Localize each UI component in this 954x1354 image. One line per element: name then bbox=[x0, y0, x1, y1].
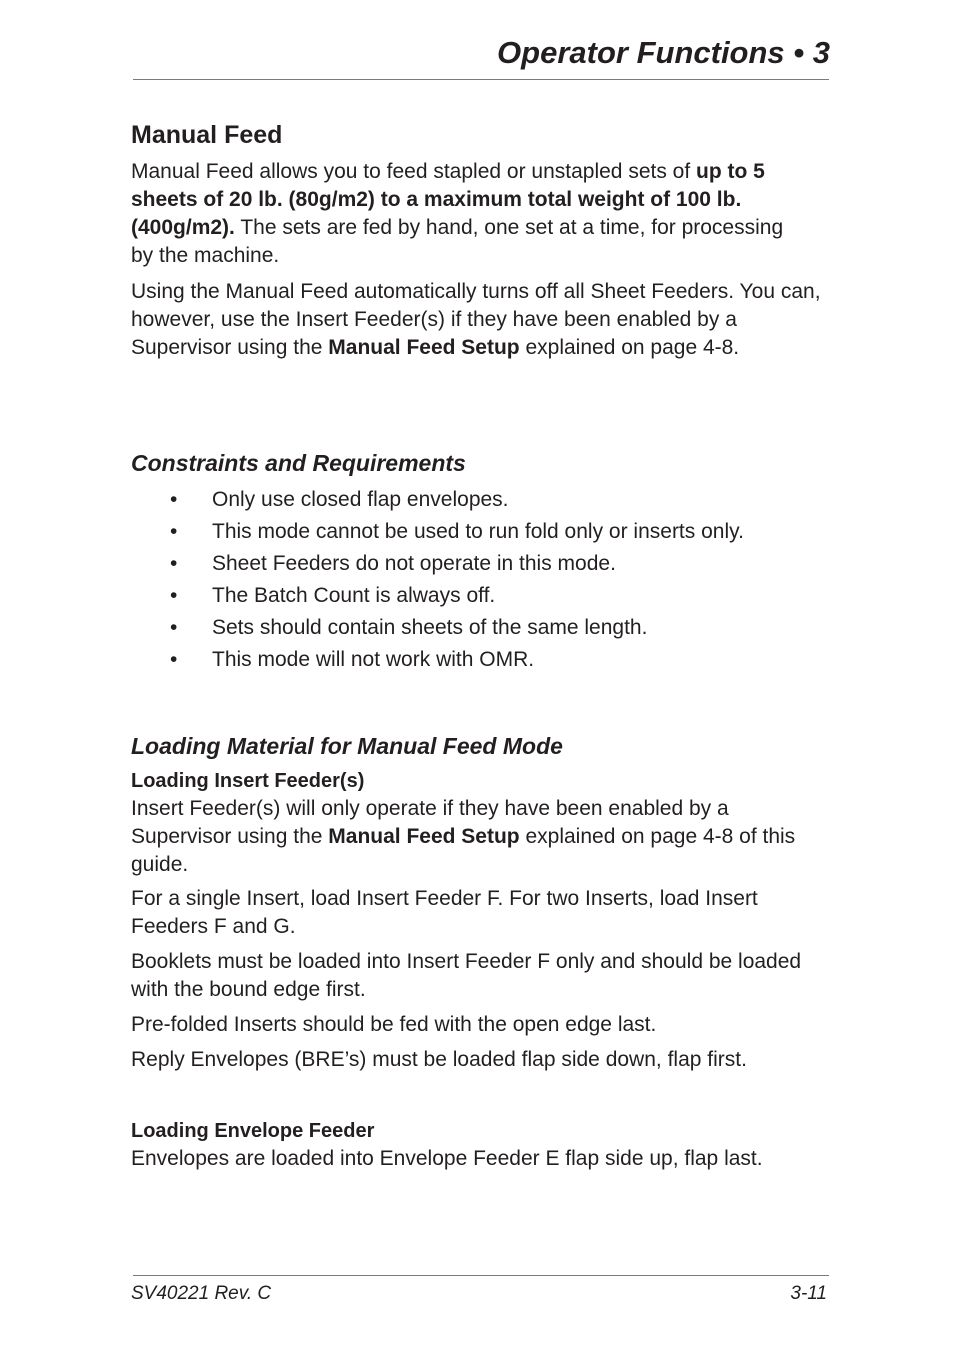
bullet-marker: • bbox=[170, 552, 178, 575]
envelope-feeder-paragraph: Envelopes are loaded into Envelope Feeder E flap side up, flap last. bbox=[131, 1147, 763, 1170]
manual-feed-paragraph-1: Manual Feed allows you to feed stapled or unstapled sets of up to 5 sheets of 20 lb. (80g/m2) to a maximum total weight of 100 lb. (400g/m2). The sets are fed by hand, one set at a time, for processing by the machine. bbox=[131, 160, 784, 267]
insert-feeder-paragraph-3: Booklets must be loaded into Insert Feeder F only and should be loaded with the bound edge first. bbox=[131, 950, 802, 1001]
insert-feeder-paragraph-1: Insert Feeder(s) will only operate if they have been enabled by a Supervisor using the Manual Feed Setup explained on page 4-8 of this guide. bbox=[131, 797, 796, 876]
footer-rule bbox=[133, 1275, 829, 1276]
bullet-marker: • bbox=[170, 520, 178, 543]
page-header-title: Operator Functions • 3 bbox=[497, 35, 830, 70]
footer-page-number: 3-11 bbox=[790, 1283, 827, 1304]
constraints-heading: Constraints and Requirements bbox=[131, 450, 466, 476]
constraint-item: The Batch Count is always off. bbox=[212, 584, 496, 607]
envelope-feeder-heading: Loading Envelope Feeder bbox=[131, 1120, 375, 1142]
insert-feeder-paragraph-5: Reply Envelopes (BRE’s) must be loaded flap side down, flap first. bbox=[131, 1048, 747, 1071]
constraint-item: Only use closed flap envelopes. bbox=[212, 488, 509, 511]
insert-feeder-heading: Loading Insert Feeder(s) bbox=[131, 770, 365, 792]
footer-doc-id: SV40221 Rev. C bbox=[131, 1283, 272, 1304]
constraint-item: Sets should contain sheets of the same length. bbox=[212, 616, 648, 639]
bullet-marker: • bbox=[170, 584, 178, 607]
constraint-item: This mode will not work with OMR. bbox=[212, 648, 535, 671]
insert-feeder-paragraph-4: Pre-folded Inserts should be fed with the open edge last. bbox=[131, 1013, 657, 1036]
manual-feed-paragraph-2: Using the Manual Feed automatically turns off all Sheet Feeders. You can, however, use the Insert Feeder(s) if they have been enabled by a Supervisor using the Manual Feed Setup explained on page 4-8. bbox=[131, 280, 821, 359]
constraint-item: This mode cannot be used to run fold only or inserts only. bbox=[212, 520, 744, 543]
loading-heading: Loading Material for Manual Feed Mode bbox=[131, 733, 563, 759]
bullet-marker: • bbox=[170, 488, 178, 511]
bullet-marker: • bbox=[170, 616, 178, 639]
insert-feeder-paragraph-2: For a single Insert, load Insert Feeder F. For two Inserts, load Insert Feeders F and G. bbox=[131, 887, 758, 938]
section-heading: Manual Feed bbox=[131, 121, 283, 149]
constraint-item: Sheet Feeders do not operate in this mode. bbox=[212, 552, 616, 575]
header-rule bbox=[133, 79, 829, 80]
bullet-marker: • bbox=[170, 648, 178, 671]
